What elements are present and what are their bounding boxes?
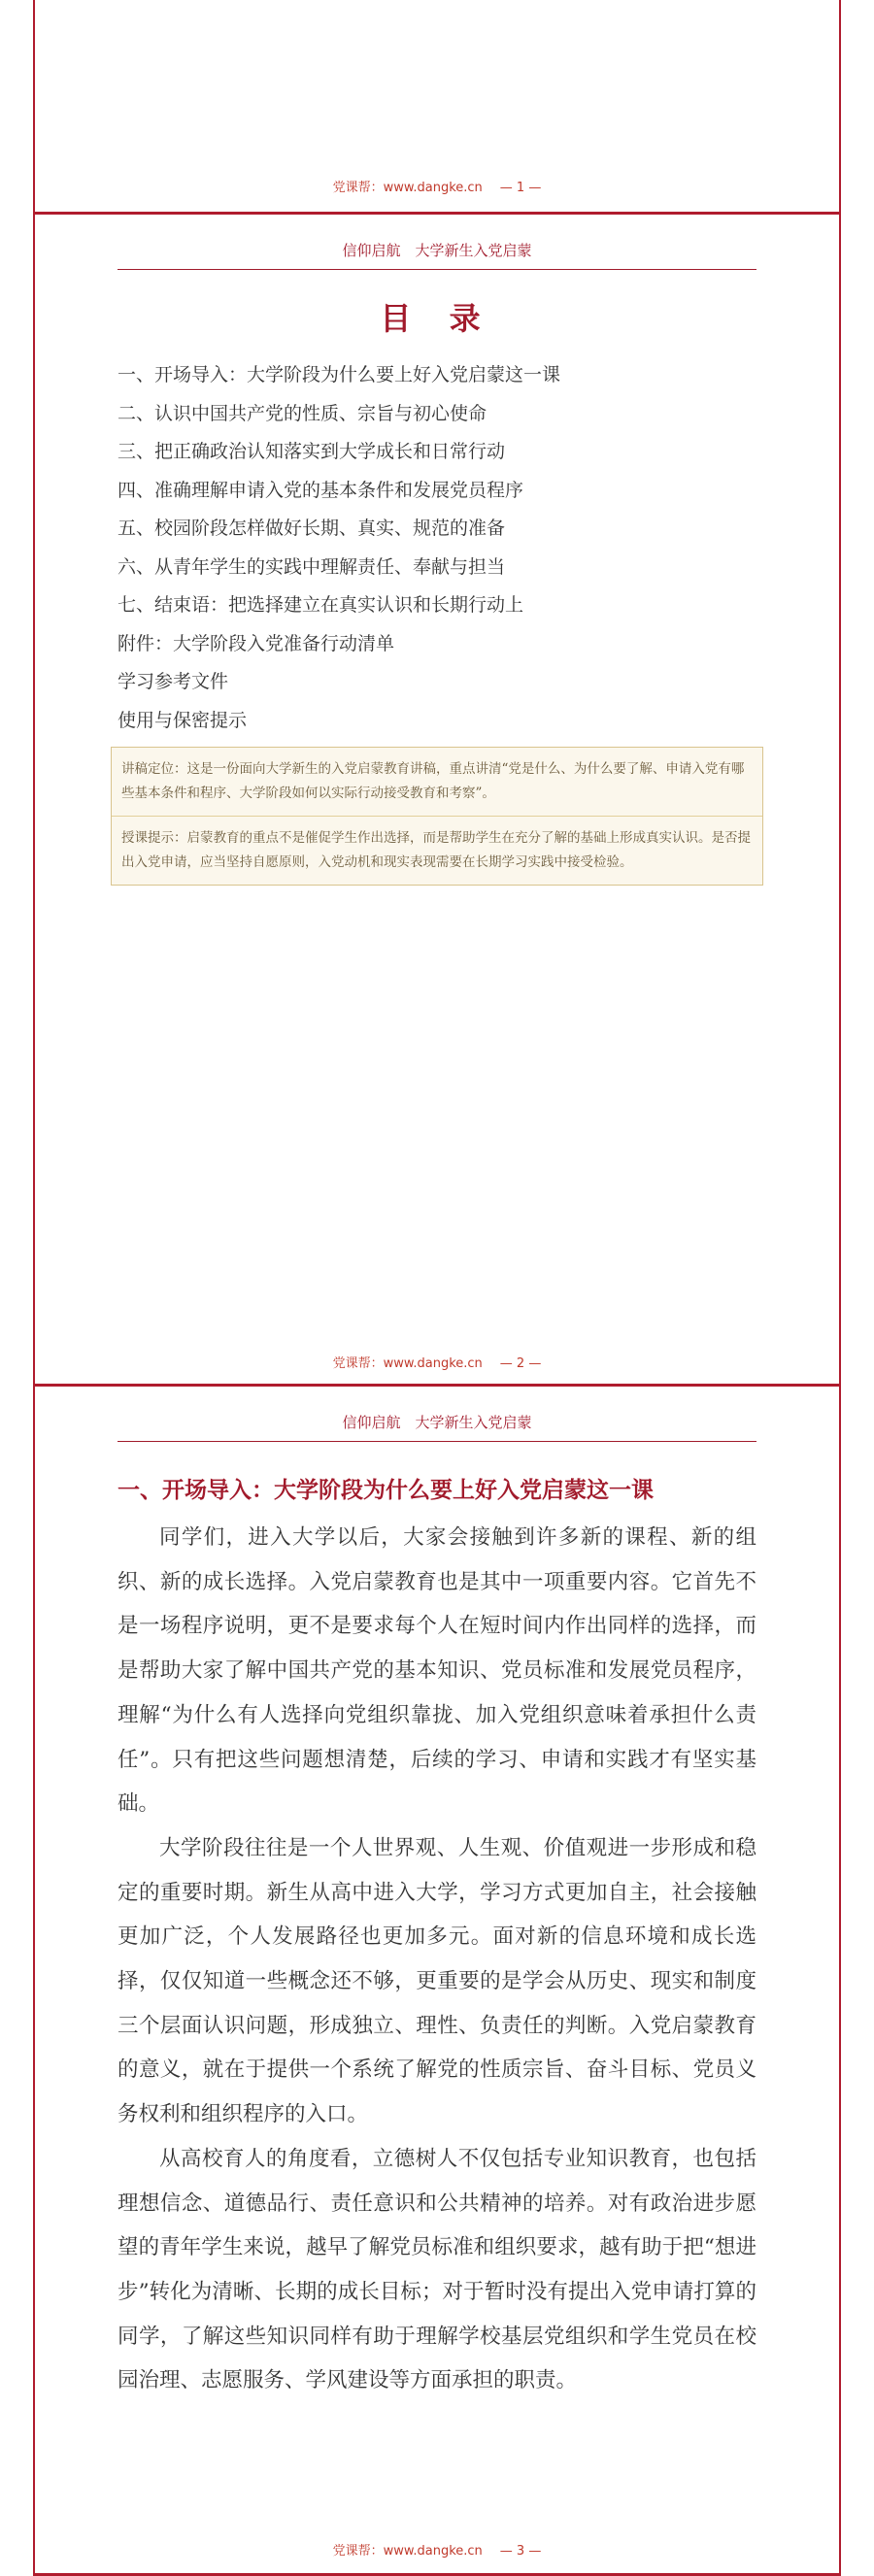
note-positioning: 讲稿定位：这是一份面向大学新生的入党启蒙教育讲稿，重点讲清“党是什么、为什么要了解、申请入党有哪些基本条件和程序、大学阶段如何以实际行动接受教育和考察”。	[121, 761, 745, 801]
toc-title: 目 录	[380, 300, 494, 337]
paragraph: 从高校育人的角度看，立德树人不仅包括专业知识教育，也包括理想信念、道德品行、责任意识和公共精神的培养。对有政治进步愿望的青年学生来说，越早了解党员标准和组织要求，越有助于把“想进步”转化为清晰、长期的成长目标；对于暂时没有提出入党申请打算的同学，了解这些知识同样有助于理解学校基层党组织和学生党员在校园治理、志愿服务、学风建设等方面承担的职责。	[118, 2146, 756, 2393]
notes-box	[111, 747, 763, 886]
page-number: — 1 —	[499, 181, 542, 195]
toc-item[interactable]: 学习参考文件	[118, 671, 229, 692]
toc-item[interactable]: 三、把正确政治认知落实到大学成长和日常行动	[118, 441, 506, 462]
footer-site: 党课帮：www.dangke.cn	[332, 1356, 483, 1371]
toc-item[interactable]: 二、认识中国共产党的性质、宗旨与初心使命	[118, 402, 487, 424]
page-number: — 2 —	[499, 1356, 542, 1371]
toc-list	[118, 356, 756, 740]
page-3	[33, 1387, 841, 2576]
toc-item[interactable]: 一、开场导入：大学阶段为什么要上好入党启蒙这一课	[118, 364, 561, 385]
page-number: — 3 —	[499, 2544, 542, 2559]
section-title: 一、开场导入：大学阶段为什么要上好入党启蒙这一课	[118, 1477, 654, 1503]
paragraph: 大学阶段往往是一个人世界观、人生观、价值观进一步形成和稳定的重要时期。新生从高中进入大学，学习方式更加自主，社会接触更加广泛，个人发展路径也更加多元。面对新的信息环境和成长选择，仅仅知道一些概念还不够，更重要的是学会从历史、现实和制度三个层面认识问题，形成独立、理性、负责任的判断。入党启蒙教育的意义，就在于提供一个系统了解党的性质宗旨、奋斗目标、党员义务权利和组织程序的入口。	[118, 1835, 756, 2127]
note-teaching-tip: 授课提示：启蒙教育的重点不是催促学生作出选择，而是帮助学生在充分了解的基础上形成真实认识。是否提出入党申请，应当坚持自愿原则，入党动机和现实表现需要在长期学习实践中接受检验。	[112, 816, 762, 885]
running-header: 信仰启航 大学新生入党启蒙	[118, 1412, 756, 1442]
footer-site: 党课帮：www.dangke.cn	[332, 2544, 483, 2559]
page-footer	[35, 177, 839, 195]
page-1	[33, 0, 841, 212]
toc-item[interactable]: 附件：大学阶段入党准备行动清单	[118, 632, 395, 654]
page-2	[33, 212, 841, 1387]
toc-item[interactable]: 四、准确理解申请入党的基本条件和发展党员程序	[118, 479, 524, 501]
section-body	[118, 1516, 756, 2403]
toc-item[interactable]: 七、结束语：把选择建立在真实认识和长期行动上	[118, 594, 524, 616]
page-footer	[35, 2540, 839, 2559]
toc-item[interactable]: 五、校园阶段怎样做好长期、真实、规范的准备	[118, 518, 506, 539]
page-footer	[35, 1353, 839, 1371]
footer-site: 党课帮：www.dangke.cn	[332, 181, 483, 195]
toc-item[interactable]: 六、从青年学生的实践中理解责任、奉献与担当	[118, 555, 506, 578]
paragraph: 同学们，进入大学以后，大家会接触到许多新的课程、新的组织、新的成长选择。入党启蒙教育也是其中一项重要内容。它首先不是一场程序说明，更不是要求每个人在短时间内作出同样的选择，而是帮助大家了解中国共产党的基本知识、党员标准和发展党员程序，理解“为什么有人选择向党组织靠拢、加入党组织意味着承担什么责任”。只有把这些问题想清楚，后续的学习、申请和实践才有坚实基础。	[118, 1525, 756, 1817]
toc-item[interactable]: 使用与保密提示	[118, 709, 248, 731]
running-header: 信仰启航 大学新生入党启蒙	[118, 240, 756, 270]
